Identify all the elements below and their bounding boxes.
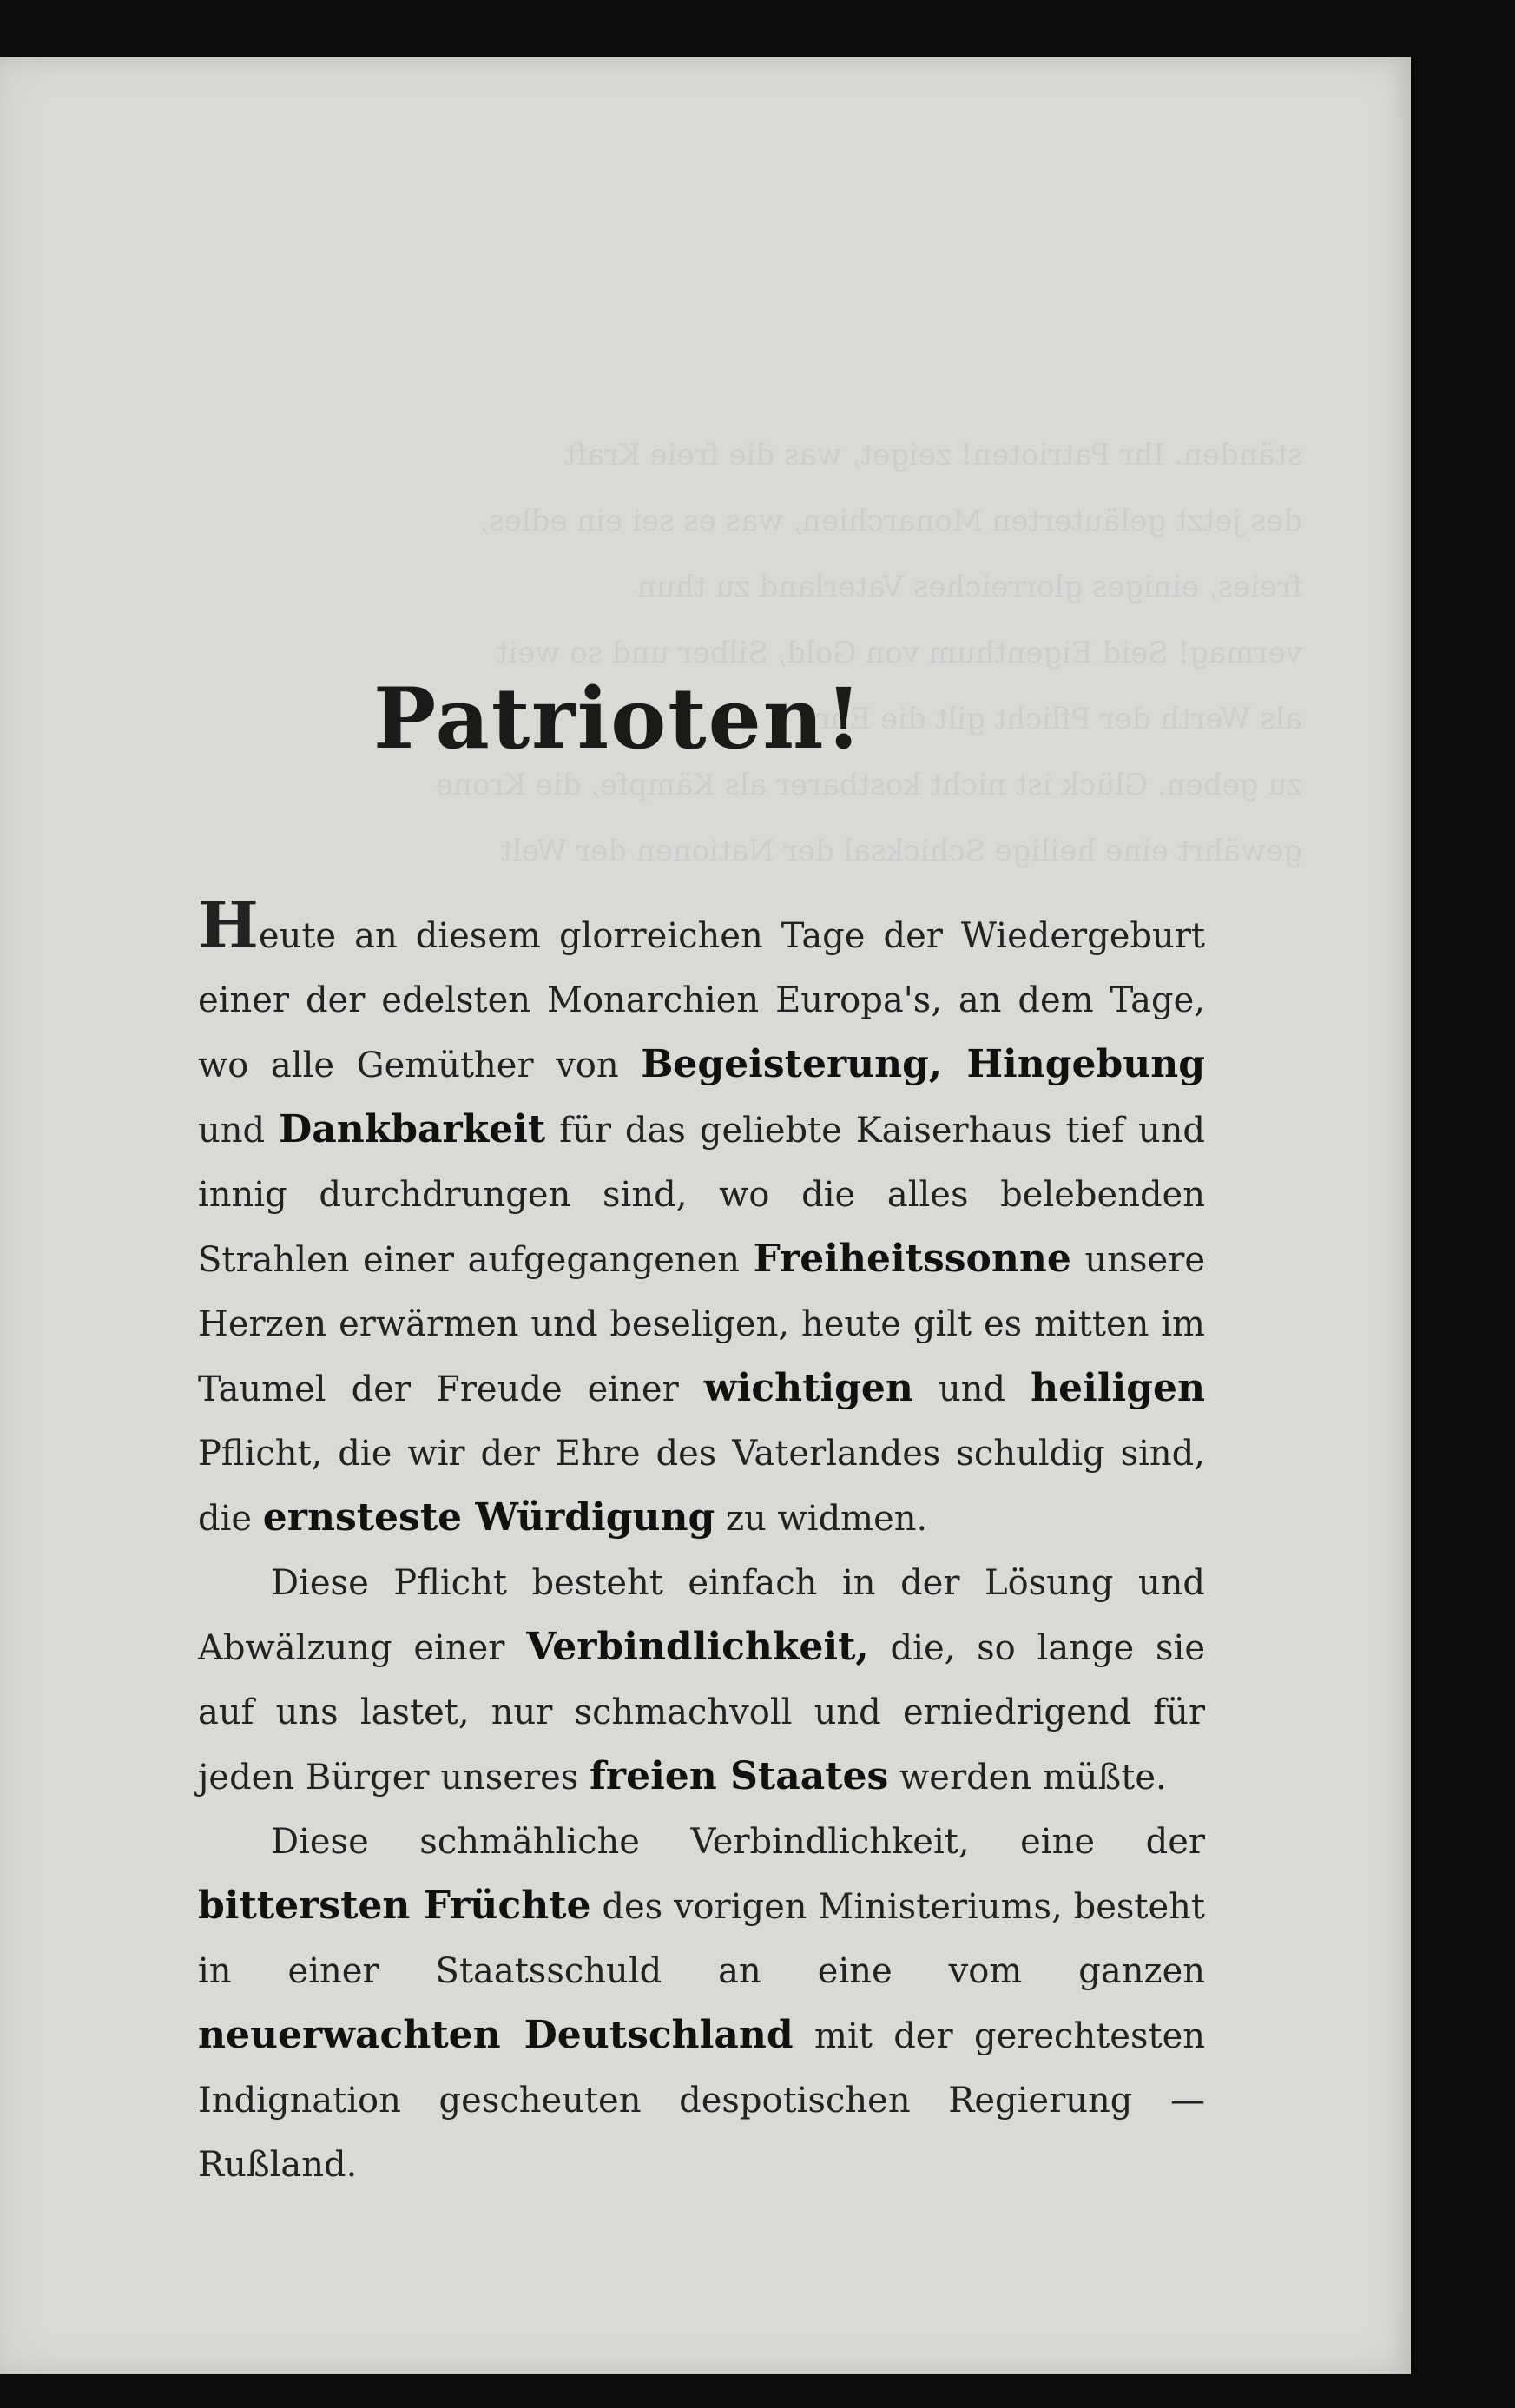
emphasized-text: Begeisterung, Hingebung [641,1042,1205,1086]
body-text: für das geliebte Kaiserhaus tief und innig durchdrungen sind, wo die alles belebenden Strahlen einer aufgegangenen [198,1111,1205,1280]
body-text: Pflicht, die wir der Ehre des Vaterlandes schuldig sind, die [198,1434,1205,1539]
show-through-line: ständen. Ihr Patrioten! zeiget, was die freie Kraft [563,438,1302,472]
emphasized-text: Freiheitssonne [753,1237,1071,1281]
show-through-line: als Werth der Pflicht gilt die Ehre [799,702,1302,736]
emphasized-text: Dankbarkeit [279,1107,546,1151]
initial-letter: H [198,888,259,963]
document-page [0,57,1411,2374]
body-text: Diese schmähliche Verbindlichkeit, eine der [271,1822,1205,1862]
emphasized-text: heiligen [1031,1366,1205,1410]
body-text: und [912,1369,1031,1409]
body-text: Heute an diesem glorreichen Tage der Wiedergeburt einer der edelsten Monarchien Europa's, an dem Tage, wo alle Gemüther von [198,888,1205,1085]
document-body [198,888,1205,2197]
paragraph [198,1810,1205,2197]
emphasized-text: bittersten Früchte [198,1884,591,1928]
body-text: Diese Pflicht besteht einfach in der Lösung und Abwälzung einer [198,1563,1205,1668]
page-title: Patrioten! [373,670,864,768]
body-text: unsere Herzen erwärmen und beseligen, heute gilt es mitten im Taumel der Freude einer [198,1240,1205,1409]
body-text: des vorigen Ministeriums, besteht in einer Staatsschuld an eine vom ganzen [198,1887,1205,1991]
emphasized-text: wichtigen [703,1366,913,1410]
body-text: zu widmen. [715,1499,928,1539]
paragraph [198,888,1205,1551]
show-through-line: gewährt eine heilige Schicksal der Nationen der Welt [500,834,1302,868]
show-through-line: vermag! Seid Eigenthum von Gold, Silber und so weit [496,636,1302,670]
show-through-text [435,422,1302,908]
body-text: die, so lange sie auf uns lastet, nur schmachvoll und erniedrigend für jeden Bürger unseres [198,1628,1205,1798]
emphasized-text: ernsteste Würdigung [262,1495,715,1540]
body-text: werden müßte. [888,1758,1167,1798]
body-text: und [198,1111,280,1151]
emphasized-text: Verbindlichkeit, [526,1625,869,1669]
emphasized-text: freien Staates [589,1754,889,1798]
paragraph [198,1551,1205,1810]
show-through-line: freies, einiges glorreiches Vaterland zu thun [636,570,1302,604]
body-text: mit der gerechtesten Indignation gescheuten despotischen Regierung — Rußland. [198,2016,1205,2185]
show-through-line: des jetzt geläuterten Monarchien, was es sei ein edles, [479,504,1302,538]
emphasized-text: neuerwachten Deutschland [198,2013,794,2057]
show-through-line: zu geben. Glück ist nicht kostbarer als Kämpfe, die Krone [435,768,1302,802]
